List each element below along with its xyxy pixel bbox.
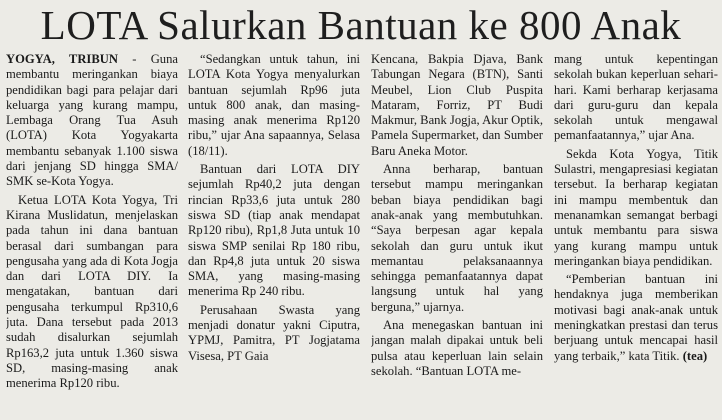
paragraph [554,272,718,364]
author-signature: (tea) [682,348,708,363]
paragraph: Perusahaan Swasta yang menjadi donatur yakni Ciputra, YPMJ, Pamitra, PT Jogjatama Visesa, PT Gaia [188,302,360,363]
dateline: YOGYA, TRIBUN [6,52,118,66]
paragraph: “Sedangkan untuk tahun, ini LOTA Kota Yogya menyalurkan bantuan sejumlah Rp96 juta untuk 800 anak, dan masing-masing anak menerima Rp120 ribu,” ujar Ana sapaannya, Selasa (18/11). [188,52,360,158]
paragraph: Anna berharap, bantuan tersebut mampu meringankan beban biaya pendidikan bagi anak-anak yang membutuhkan. “Saya berpesan agar kepala sekolah dan guru untuk ikut memantau pelaksanaannya sehingga pemanfaatannya dapat langsung untuk hal yang berguna,” ujarnya. [371,162,543,314]
paragraph: Ketua LOTA Kota Yogya, Tri Kirana Muslidatun, menjelaskan pada tahun ini dana bantuan berasal dari sumbangan para pengusaha yang ada di Kota Jogja dan dari LOTA DIY. Ia mengatakan, bantuan dari pengusaha terkumpul Rp310,6 juta. Dana tersebut pada 2013 sudah disalurkan sejumlah Rp163,2 juta untuk 1.360 siswa SD, masing-masing anak menerima Rp120 ribu. [6,192,178,391]
paragraph: Bantuan dari LOTA DIY sejumlah Rp40,2 juta dengan rincian Rp33,6 juta untuk 280 siswa SD (tiap anak mendapat Rp120 ribu), Rp1,8 Juta untuk 10 siswa SMP senilai Rp 180 ribu, dan Rp4,8 juta untuk 20 siswa SMA, yang masing-masing menerima Rp 240 ribu. [188,162,360,299]
article-headline: LOTA Salurkan Bantuan ke 800 Anak [40,2,682,48]
paragraph: Sekda Kota Yogya, Titik Sulastri, mengapresiasi kegiatan tersebut. Ia berharap kegiatan ini mampu membentuk dan menanamkan semangat berbagi untuk membantu para siswa yang kurang mampu untuk meringankan biaya pendidikan. [554,146,718,268]
paragraph-text: “Pemberian bantuan ini hendaknya juga memberikan motivasi bagi anak-anak untuk meningkatkan prestasi dan terus berjuang untuk mencapai hasil yang terbaik,” kata Titik. [554,272,718,363]
paragraph: mang untuk kepentingan sekolah bukan keperluan sehari-hari. Kami berharap kerjasama dari guru-guru dan kepala sekolah untuk mengawal pemanfaatannya,” ujar Ana. [554,52,718,143]
paragraph-text: - Guna membantu meringankan biaya pendidikan bagi para pelajar dari keluarga yang kurang mampu, Lembaga Orang Tua Asuh (LOTA) Kota Yogyakarta membantu sebanyak 1.100 siswa dari jenjang SD hingga SMA/ SMK se-Kota Yogya. [6,52,178,189]
column-3 [371,52,543,418]
column-1 [6,52,178,418]
paragraph: Kencana, Bakpia Djava, Bank Tabungan Negara (BTN), Santi Meubel, Lion Club Puspita Mataram, Forriz, PT Budi Makmur, Bank Jogja, Akur Optik, Pamela Supermarket, dan Sumber Baru Aneka Motor. [371,52,543,158]
column-4 [554,52,718,418]
column-2 [188,52,360,418]
paragraph [6,52,178,190]
paragraph: Ana menegaskan bantuan ini jangan malah dipakai untuk beli pulsa atau keperluan lain selain sekolah. “Bantuan LOTA me- [371,318,543,378]
